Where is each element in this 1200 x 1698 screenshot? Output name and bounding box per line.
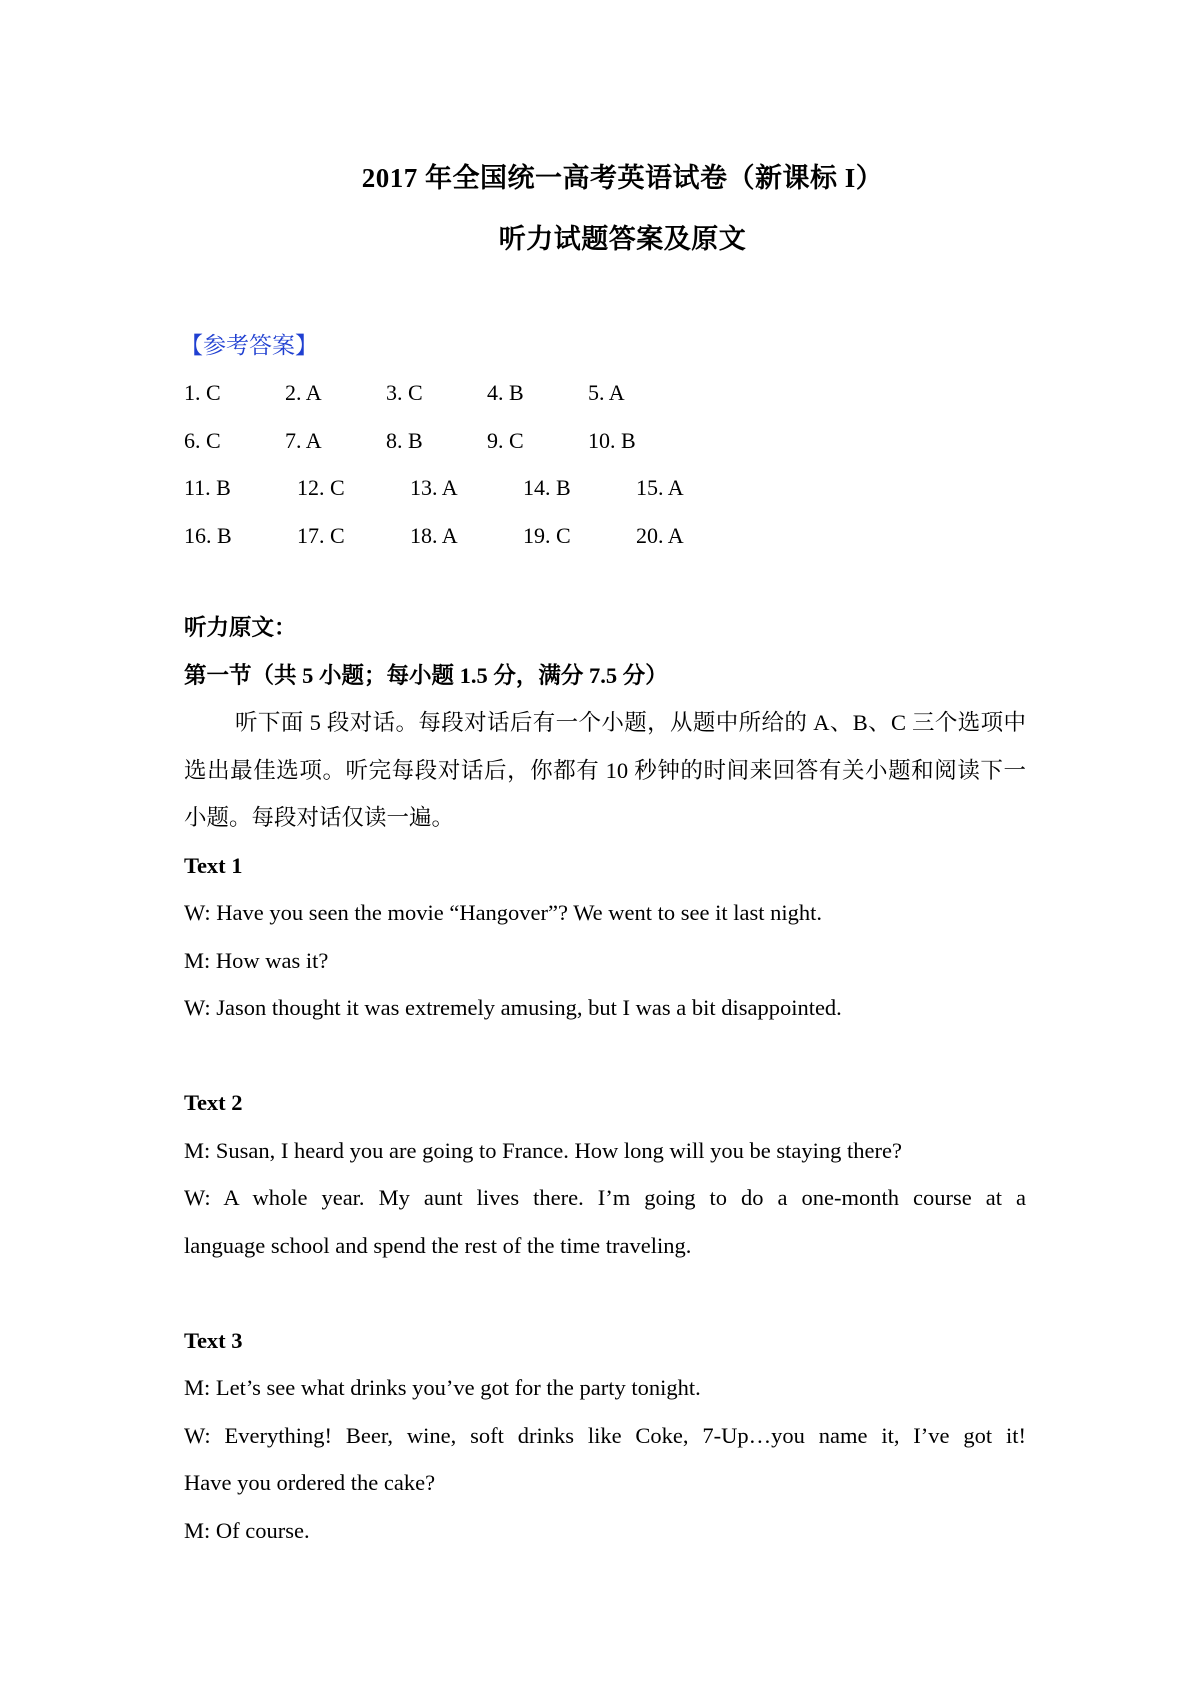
document-subtitle: 听力试题答案及原文 bbox=[498, 224, 747, 254]
answer-row bbox=[184, 464, 1026, 512]
answer-item: 8. B bbox=[386, 427, 423, 453]
dialogue-line: W: A whole year. My aunt lives there. I’m going to do a one-month course at a bbox=[184, 1185, 1026, 1210]
answer-item: 2. A bbox=[285, 380, 322, 405]
text1-title: Text 1 bbox=[184, 852, 243, 878]
answer-item: 1. C bbox=[184, 380, 221, 405]
document-body bbox=[180, 322, 1026, 1554]
answer-key-heading: 【参考答案】 bbox=[180, 333, 318, 358]
dialogue-line: M: Of course. bbox=[184, 1517, 310, 1543]
answer-item: 3. C bbox=[386, 380, 423, 405]
dialogue-line: language school and spend the rest of the time traveling. bbox=[184, 1232, 692, 1258]
answer-item: 6. C bbox=[184, 427, 221, 453]
answer-item: 20. A bbox=[636, 522, 684, 548]
answer-item: 5. A bbox=[588, 380, 625, 405]
section-spacer bbox=[184, 559, 1026, 604]
answer-item: 16. B bbox=[184, 522, 232, 548]
answer-row bbox=[184, 369, 1026, 417]
answer-item: 9. C bbox=[487, 427, 524, 453]
answer-item: 15. A bbox=[636, 475, 684, 500]
blank-line bbox=[184, 1269, 1026, 1317]
dialogue-line: W: Jason thought it was extremely amusing, but I was a bit disappointed. bbox=[184, 995, 842, 1020]
text2-title: Text 2 bbox=[184, 1090, 243, 1115]
dialogue-line: M: Let’s see what drinks you’ve got for the party tonight. bbox=[184, 1375, 701, 1400]
section1-heading: 第一节（共 5 小题；每小题 1.5 分，满分 7.5 分） bbox=[184, 662, 668, 688]
answer-item: 13. A bbox=[410, 475, 458, 500]
answer-item: 12. C bbox=[297, 475, 345, 500]
answer-item: 10. B bbox=[588, 427, 636, 453]
answer-item: 17. C bbox=[297, 522, 345, 548]
answer-item: 7. A bbox=[285, 427, 322, 453]
answer-item: 11. B bbox=[184, 475, 231, 500]
answer-item: 14. B bbox=[523, 475, 571, 500]
section1-instructions: 听下面 5 段对话。每段对话后有一个小题，从题中所给的 A、B、C 三个选项中选出最佳选项。听完每段对话后，你都有 10 秒钟的时间来回答有关小题和阅读下一小题。每段对话仅读一遍。 bbox=[184, 710, 1026, 830]
blank-line bbox=[184, 1032, 1026, 1080]
transcript-heading: 听力原文： bbox=[184, 615, 297, 640]
answer-item: 18. A bbox=[410, 522, 458, 548]
dialogue-line: M: How was it? bbox=[184, 947, 329, 973]
answer-row bbox=[184, 512, 1026, 560]
dialogue-line: W: Everything! Beer, wine, soft drinks like Coke, 7-Up…you name it, I’ve got it! bbox=[184, 1422, 1026, 1448]
answer-item: 19. C bbox=[523, 522, 571, 548]
dialogue-line: M: Susan, I heard you are going to France. How long will you be staying there? bbox=[184, 1137, 902, 1163]
text3-title: Text 3 bbox=[184, 1327, 243, 1353]
answer-item: 4. B bbox=[487, 380, 524, 405]
document-title: 2017 年全国统一高考英语试卷（新课标 I） bbox=[361, 163, 884, 193]
dialogue-line: Have you ordered the cake? bbox=[184, 1470, 436, 1495]
answer-row bbox=[184, 417, 1026, 465]
dialogue-line: W: Have you seen the movie “Hangover”? We went to see it last night. bbox=[184, 900, 822, 925]
